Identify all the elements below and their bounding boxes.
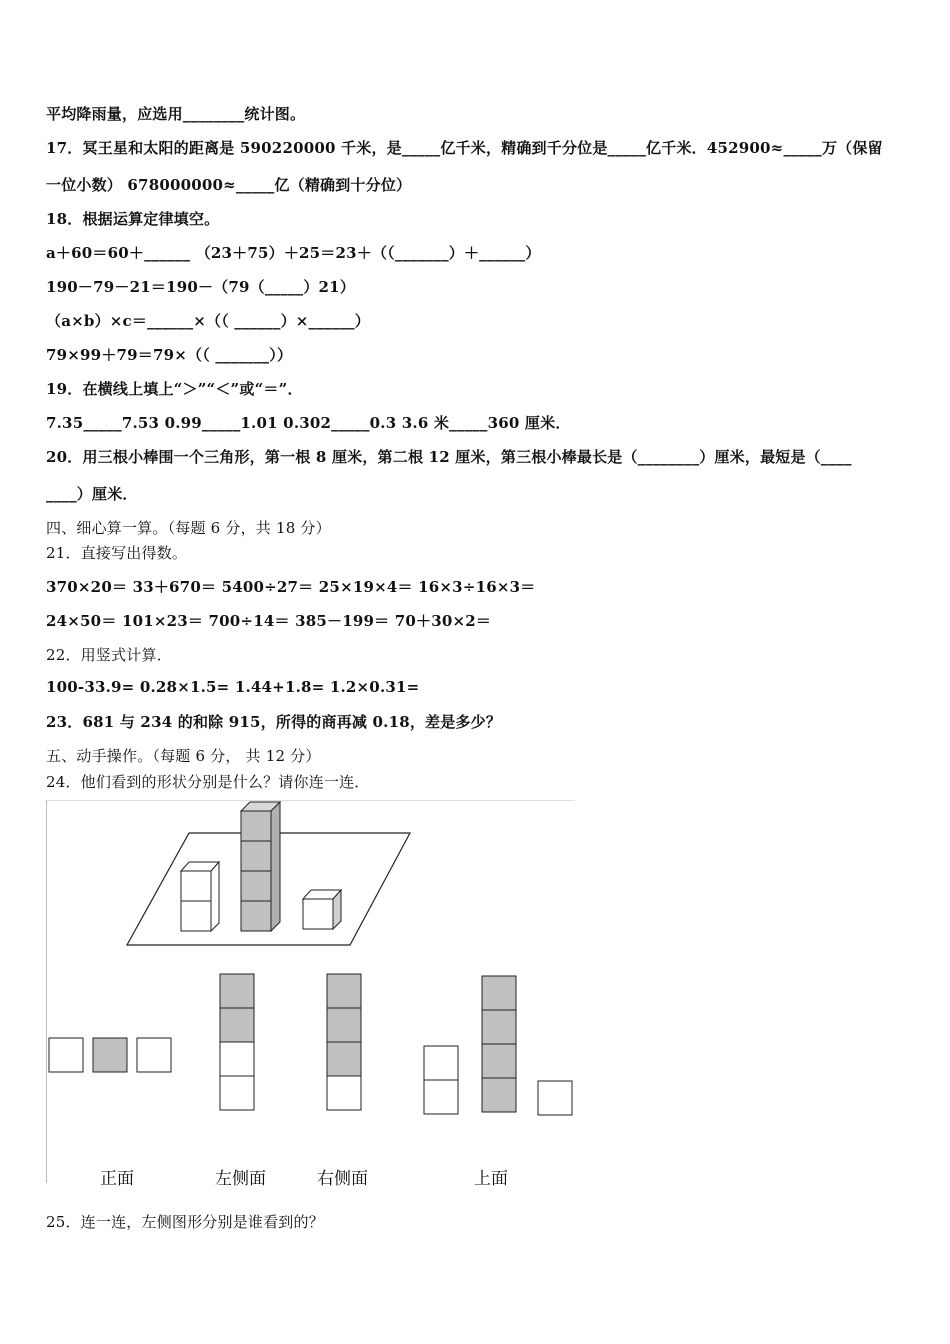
- cube-stack-middle: [241, 802, 280, 931]
- q18-row2: 190－79－21＝190－（79（_____）21）: [46, 278, 356, 296]
- q18-row4: 79×99＋79＝79×（（ _______））: [46, 346, 293, 364]
- view-left-side: [220, 974, 254, 1110]
- label-right-view: 右侧面: [317, 1169, 368, 1189]
- q17-text-line1: 17．冥王星和太阳的距离是 590220000 千米，是_____亿千米，精确到千分位是_____亿千米．452900≈_____万（保留: [46, 139, 883, 157]
- q19-title: 19．在横线上填上“＞”“＜”或“＝”．: [46, 380, 303, 398]
- label-top-view: 上面: [474, 1169, 508, 1189]
- q25-text: 25．连一连，左侧图形分别是谁看到的？: [46, 1213, 324, 1231]
- view-right-side: [327, 974, 361, 1110]
- q22-row: 100-33.9= 0.28×1.5= 1.44+1.8= 1.2×0.31=: [46, 678, 420, 696]
- q20-line1: 20．用三根小棒围一个三角形，第一根 8 厘米，第二根 12 厘米，第三根小棒最长是（________）厘米，最短是（____: [46, 448, 852, 466]
- q17-text-line2: 一位小数） 678000000≈_____亿（精确到十分位）: [46, 176, 412, 194]
- label-left-view: 左侧面: [215, 1169, 266, 1189]
- q21-title: 21．直接写出得数。: [46, 544, 188, 562]
- q20-line2: ____）厘米．: [46, 485, 138, 503]
- q16-text-end: 平均降雨量，应选用________统计图。: [46, 105, 306, 123]
- cube-stack-right: [303, 890, 341, 929]
- q23-text: 23．681 与 234 的和除 915，所得的商再减 0.18，差是多少？: [46, 713, 502, 731]
- cube-stack-left: [181, 862, 219, 931]
- view-front: [49, 1038, 171, 1072]
- section-5-heading: 五、动手操作。（每题 6 分， 共 12 分）: [46, 747, 321, 765]
- label-front-view: 正面: [100, 1169, 134, 1189]
- q18-row1: a＋60＝60＋______ （23＋75）＋25＝23＋（（_______）＋______）: [46, 244, 541, 262]
- view-top: [424, 976, 572, 1115]
- q21-row1: 370×20＝ 33＋670＝ 5400÷27＝ 25×19×4＝ 16×3÷16×3＝: [46, 578, 536, 596]
- q22-title: 22．用竖式计算．: [46, 646, 172, 664]
- q18-row3: （a×b）×c＝______×（（ ______）×______）: [46, 312, 370, 330]
- q19-row: 7.35_____7.53 0.99_____1.01 0.302_____0.3 3.6 米_____360 厘米．: [46, 414, 571, 432]
- q21-row2: 24×50＝ 101×23＝ 700÷14＝ 385－199＝ 70＋30×2＝: [46, 612, 492, 630]
- q24-title: 24．他们看到的形状分别是什么？请你连一连．: [46, 773, 370, 791]
- q18-title: 18．根据运算定律填空。: [46, 210, 220, 228]
- q24-figure: [46, 800, 575, 1183]
- section-4-heading: 四、细心算一算。（每题 6 分，共 18 分）: [46, 519, 331, 537]
